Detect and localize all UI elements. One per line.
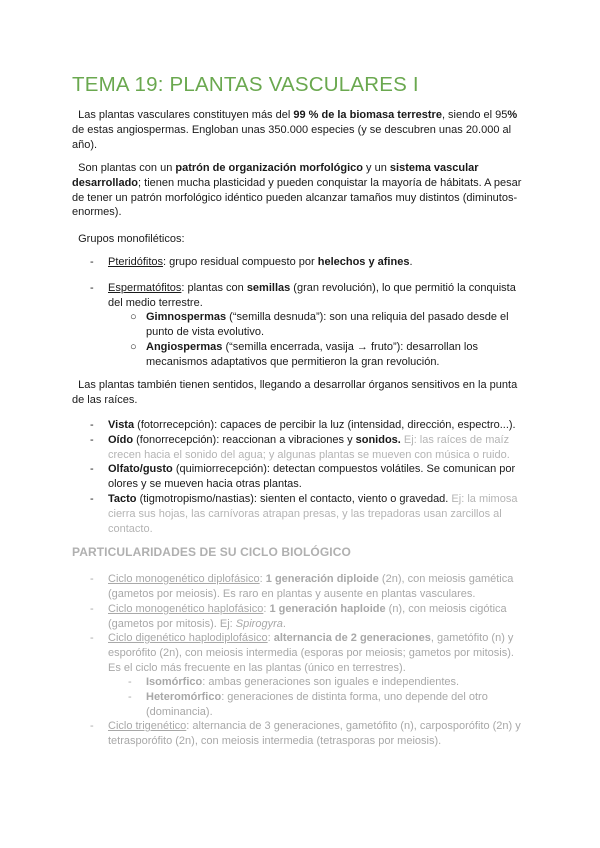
list-dash: - [128, 676, 132, 688]
text: (n), con meiosis cigótica (gametos por mitosis). Ej: [108, 603, 507, 630]
text: (“semilla encerrada, vasija → fruto”): desarrollan los mecanismos adaptativos que permitieron la gran revolución. [146, 341, 478, 368]
bold-text: 1 generación haploide [269, 603, 386, 615]
text: : grupo residual compuesto por [163, 256, 318, 268]
text: ; tienen mucha plasticidad y pueden conquistar la mayoría de hábitats. A pesar de tener un patrón morfológico idéntico pueden alcanzar tamaños muy distintos (diminutos-enormes). [72, 176, 522, 219]
text: (“semilla desnuda”): son una reliquia del pasado desde el punto de vista evolutivo. [146, 311, 509, 338]
text: (tigmotropismo/nastias): sienten el contacto, viento o gravedad. [136, 493, 449, 505]
paragraph-morphology [72, 161, 532, 220]
underlined-term: Ciclo monogenético diplofásico [108, 573, 260, 585]
list-item-cycle-diplofasico [108, 572, 528, 602]
list-dash: - [90, 632, 94, 644]
page-title: TEMA 19: PLANTAS VASCULARES I [72, 73, 419, 96]
text: Las plantas también tienen sentidos, llegando a desarrollar órganos sensitivos en la punta de las raíces. [72, 379, 518, 406]
text: (quimiorrecepción): detectan compuestos volátiles. Se comunican por olores y se mueven hacia otras plantas. [108, 463, 516, 490]
bold-text: Angiospermas [146, 341, 223, 353]
list-item-isomorfico [146, 675, 531, 690]
text: . [282, 617, 286, 630]
text: : alternancia de 3 generaciones, gametófito (n), carposporófito (2n) y tetrasporófito (2n), con meiosis intermedia (tetrasporas por meiosis). [108, 720, 521, 747]
bold-text: alternancia de 2 generaciones [273, 632, 431, 644]
list-item-oido [108, 433, 528, 463]
list-item-angiospermas [146, 340, 526, 370]
text: (fonorrecepción): reaccionan a vibraciones y [133, 434, 356, 446]
list-dash: - [90, 720, 94, 732]
text: Las plantas vasculares constituyen más del [78, 109, 294, 121]
list-dash: - [90, 463, 94, 475]
text: : generaciones de distinta forma, uno depende del otro (dominancia). [146, 691, 488, 718]
list-dash: - [90, 256, 94, 268]
list-item-tacto [108, 492, 528, 536]
bold-text: patrón de organización morfológico [175, 162, 363, 174]
text: (gran revolución), lo que permitió la conquista del medio terrestre. [108, 282, 516, 309]
text: : [259, 573, 266, 585]
underlined-term: Pteridófitos [108, 256, 164, 268]
list-item-olfato [108, 462, 528, 492]
bold-text: Gimnospermas [146, 311, 227, 323]
bold-text: Isomórfico [146, 676, 203, 688]
list-dash: - [90, 573, 94, 585]
gray-example-text: Ej: la mimosa cierra sus hojas, las carnívoras atrapan presas, y las trepadoras usan zarcillos al contacto. [108, 493, 518, 535]
bold-text: sistema vascular desarrollado [72, 162, 479, 189]
bold-text: Heteromórfico [146, 691, 222, 703]
text: , siendo el 95 [441, 109, 508, 121]
text: de estas angiospermas. Engloban unas 350.000 especies (y se descubren unas 20.000 al año). [72, 123, 512, 151]
paragraph-senses [72, 378, 532, 408]
list-dash: - [90, 282, 94, 294]
text: (fotorrecepción): capaces de percibir la luz (intensidad, dirección, espectro...). [134, 419, 516, 431]
list-item-vista [108, 418, 533, 433]
underlined-term: Ciclo digenético haplodiplofásico [108, 632, 268, 644]
list-item-espermatofitos [108, 281, 528, 311]
circle-bullet: ○ [130, 311, 137, 323]
list-dash: - [90, 493, 94, 505]
list-dash: - [90, 419, 94, 431]
bold-text: 99 % de la biomasa terrestre [293, 109, 442, 121]
text: , gametófito (n) y esporófito (2n), con meiosis intermedia (esporas por meiosis; gametos por mitosis). Es el ciclo más frecuente en las plantas (único en terrestres). [108, 632, 514, 674]
section-heading: PARTICULARIDADES DE SU CICLO BIOLÓGICO [72, 545, 351, 559]
circle-bullet: ○ [130, 341, 137, 353]
list-item-gimnospermas [146, 310, 526, 340]
text: : [267, 632, 274, 644]
paragraph-intro [72, 108, 532, 152]
text: : [263, 603, 270, 615]
text: (2n), con meiosis gamética (gametos por meiosis). Es raro en plantas y ausente en plantas vasculares. [108, 573, 514, 600]
underlined-term: Espermatófitos [108, 282, 182, 294]
list-item-heteromorfico [146, 690, 531, 720]
list-dash: - [128, 691, 132, 703]
bold-text: helechos y afines [317, 256, 410, 268]
text: . [409, 256, 413, 268]
bold-text: 1 generación diploide [265, 573, 379, 585]
list-item-cycle-trigenetico [108, 719, 528, 749]
text: Son plantas con un [78, 162, 176, 174]
list-item-cycle-haplodiplofasico [108, 631, 528, 675]
bold-text: Vista [108, 419, 135, 431]
bold-text: Tacto [108, 493, 137, 505]
list-item-pteridofitos [108, 255, 528, 270]
italic-text: Spirogyra [235, 617, 283, 630]
groups-label [72, 232, 532, 247]
bold-text: Oído [108, 434, 134, 446]
list-item-cycle-haplofasico [108, 602, 528, 632]
text: y un [363, 162, 390, 174]
text: : plantas con [181, 282, 247, 294]
text: Grupos monofiléticos: [78, 233, 185, 245]
gray-example-text: Ej: las raíces de maíz crecen hacia el sonido del agua; y algunas plantas se mueven con música o ruido. [108, 434, 510, 461]
underlined-term: Ciclo monogenético haplofásico [108, 603, 264, 615]
bold-text: % [507, 109, 518, 121]
bold-text: semillas [246, 282, 291, 294]
bold-text: Olfato/gusto [108, 463, 173, 475]
underlined-term: Ciclo trigenético [108, 720, 187, 732]
list-dash: - [90, 603, 94, 615]
bold-text: sonidos. [355, 434, 401, 446]
list-dash: - [90, 434, 94, 446]
text: : ambas generaciones son iguales e independientes. [202, 676, 460, 688]
